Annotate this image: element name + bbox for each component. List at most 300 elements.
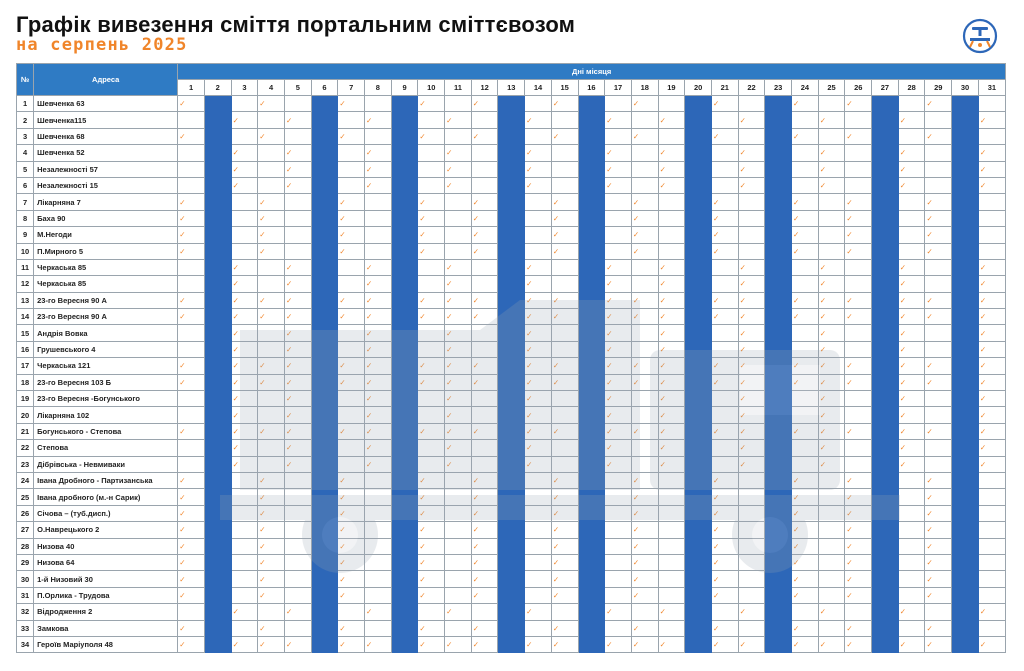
check-mark-icon: ✓ (711, 96, 738, 112)
check-mark-icon: ✓ (738, 391, 765, 407)
check-mark-icon: ✓ (711, 128, 738, 144)
check-mark-icon: ✓ (365, 309, 392, 325)
day-off-cell (578, 341, 605, 357)
day-off-cell (498, 341, 525, 357)
empty-cell (711, 341, 738, 357)
empty-cell (231, 210, 258, 226)
day-off-cell (765, 259, 792, 275)
empty-cell (231, 194, 258, 210)
check-mark-icon: ✓ (818, 341, 845, 357)
day-header: 30 (952, 80, 979, 96)
check-mark-icon: ✓ (525, 358, 552, 374)
check-mark-icon: ✓ (365, 259, 392, 275)
day-header: 18 (631, 80, 658, 96)
day-off-cell (872, 505, 899, 521)
day-off-cell (391, 243, 418, 259)
check-mark-icon: ✓ (792, 423, 819, 439)
day-off-cell (391, 407, 418, 423)
day-off-cell (498, 620, 525, 636)
check-mark-icon: ✓ (365, 604, 392, 620)
check-mark-icon: ✓ (631, 210, 658, 226)
day-header: 20 (685, 80, 712, 96)
empty-cell (738, 505, 765, 521)
empty-cell (365, 554, 392, 570)
day-header: 1 (178, 80, 205, 96)
check-mark-icon: ✓ (525, 456, 552, 472)
day-off-cell (952, 358, 979, 374)
check-mark-icon: ✓ (738, 325, 765, 341)
check-mark-icon: ✓ (605, 440, 632, 456)
check-mark-icon: ✓ (898, 341, 925, 357)
day-off-cell (311, 341, 338, 357)
day-off-cell (498, 259, 525, 275)
check-mark-icon: ✓ (818, 325, 845, 341)
day-off-cell (578, 554, 605, 570)
day-off-cell (765, 440, 792, 456)
day-off-cell (311, 620, 338, 636)
check-mark-icon: ✓ (925, 636, 952, 652)
check-mark-icon: ✓ (471, 96, 498, 112)
check-mark-icon: ✓ (925, 309, 952, 325)
table-row (17, 358, 1006, 374)
empty-cell (418, 391, 445, 407)
empty-cell (284, 505, 311, 521)
day-off-cell (765, 161, 792, 177)
water-tap-icon (962, 18, 998, 54)
empty-cell (231, 489, 258, 505)
day-off-cell (685, 210, 712, 226)
empty-cell (258, 161, 285, 177)
empty-cell (258, 112, 285, 128)
day-off-cell (578, 505, 605, 521)
empty-cell (925, 341, 952, 357)
empty-cell (631, 276, 658, 292)
empty-cell (365, 620, 392, 636)
check-mark-icon: ✓ (471, 128, 498, 144)
day-off-cell (765, 96, 792, 112)
empty-cell (445, 522, 472, 538)
check-mark-icon: ✓ (711, 554, 738, 570)
day-off-cell (952, 341, 979, 357)
day-off-cell (391, 538, 418, 554)
empty-cell (738, 128, 765, 144)
check-mark-icon: ✓ (178, 571, 205, 587)
empty-cell (258, 456, 285, 472)
day-off-cell (204, 472, 231, 488)
day-off-cell (498, 440, 525, 456)
day-off-cell (872, 259, 899, 275)
day-header: 31 (978, 80, 1005, 96)
check-mark-icon: ✓ (818, 358, 845, 374)
check-mark-icon: ✓ (471, 227, 498, 243)
check-mark-icon: ✓ (925, 489, 952, 505)
check-mark-icon: ✓ (818, 391, 845, 407)
day-off-cell (765, 358, 792, 374)
day-off-cell (578, 571, 605, 587)
day-off-cell (952, 276, 979, 292)
check-mark-icon: ✓ (551, 96, 578, 112)
empty-cell (284, 620, 311, 636)
check-mark-icon: ✓ (845, 538, 872, 554)
day-off-cell (498, 538, 525, 554)
empty-cell (792, 325, 819, 341)
table-row (17, 522, 1006, 538)
empty-cell (631, 145, 658, 161)
empty-cell (631, 456, 658, 472)
day-off-cell (952, 309, 979, 325)
check-mark-icon: ✓ (551, 489, 578, 505)
check-mark-icon: ✓ (445, 358, 472, 374)
check-mark-icon: ✓ (925, 128, 952, 144)
check-mark-icon: ✓ (178, 472, 205, 488)
day-off-cell (204, 374, 231, 390)
empty-cell (818, 505, 845, 521)
empty-cell (631, 177, 658, 193)
check-mark-icon: ✓ (365, 636, 392, 652)
day-off-cell (391, 636, 418, 652)
day-off-cell (685, 243, 712, 259)
empty-cell (658, 210, 685, 226)
check-mark-icon: ✓ (738, 604, 765, 620)
day-off-cell (578, 604, 605, 620)
check-mark-icon: ✓ (631, 292, 658, 308)
check-mark-icon: ✓ (178, 227, 205, 243)
empty-cell (818, 620, 845, 636)
check-mark-icon: ✓ (658, 292, 685, 308)
day-off-cell (685, 587, 712, 603)
check-mark-icon: ✓ (471, 358, 498, 374)
check-mark-icon: ✓ (471, 620, 498, 636)
check-mark-icon: ✓ (711, 636, 738, 652)
check-mark-icon: ✓ (231, 309, 258, 325)
check-mark-icon: ✓ (738, 161, 765, 177)
check-mark-icon: ✓ (658, 309, 685, 325)
day-off-cell (872, 161, 899, 177)
day-off-cell (578, 177, 605, 193)
check-mark-icon: ✓ (338, 358, 365, 374)
day-off-cell (685, 112, 712, 128)
table-row (17, 341, 1006, 357)
check-mark-icon: ✓ (178, 505, 205, 521)
empty-cell (738, 554, 765, 570)
empty-cell (792, 112, 819, 128)
check-mark-icon: ✓ (738, 112, 765, 128)
row-number: 9 (17, 227, 34, 243)
check-mark-icon: ✓ (365, 177, 392, 193)
table-row (17, 194, 1006, 210)
empty-cell (845, 177, 872, 193)
day-off-cell (204, 620, 231, 636)
day-off-cell (311, 554, 338, 570)
check-mark-icon: ✓ (792, 587, 819, 603)
check-mark-icon: ✓ (925, 227, 952, 243)
empty-cell (418, 440, 445, 456)
check-mark-icon: ✓ (418, 554, 445, 570)
check-mark-icon: ✓ (525, 325, 552, 341)
check-mark-icon: ✓ (738, 456, 765, 472)
check-mark-icon: ✓ (178, 128, 205, 144)
check-mark-icon: ✓ (338, 128, 365, 144)
check-mark-icon: ✓ (738, 374, 765, 390)
day-off-cell (952, 423, 979, 439)
day-off-cell (952, 177, 979, 193)
row-address: Замкова (34, 620, 178, 636)
empty-cell (925, 259, 952, 275)
empty-cell (525, 489, 552, 505)
day-off-cell (311, 538, 338, 554)
day-off-cell (204, 112, 231, 128)
check-mark-icon: ✓ (925, 571, 952, 587)
row-number: 17 (17, 358, 34, 374)
empty-cell (178, 161, 205, 177)
day-off-cell (391, 489, 418, 505)
empty-cell (551, 276, 578, 292)
check-mark-icon: ✓ (605, 259, 632, 275)
empty-cell (631, 341, 658, 357)
empty-cell (418, 407, 445, 423)
check-mark-icon: ✓ (258, 96, 285, 112)
check-mark-icon: ✓ (284, 374, 311, 390)
day-header: 14 (525, 80, 552, 96)
empty-cell (738, 472, 765, 488)
day-header: 3 (231, 80, 258, 96)
check-mark-icon: ✓ (471, 538, 498, 554)
check-mark-icon: ✓ (525, 374, 552, 390)
day-off-cell (311, 276, 338, 292)
empty-cell (925, 407, 952, 423)
empty-cell (258, 259, 285, 275)
empty-cell (792, 440, 819, 456)
check-mark-icon: ✓ (711, 587, 738, 603)
check-mark-icon: ✓ (978, 440, 1005, 456)
empty-cell (231, 472, 258, 488)
day-off-cell (578, 538, 605, 554)
empty-cell (658, 128, 685, 144)
empty-cell (178, 391, 205, 407)
check-mark-icon: ✓ (418, 587, 445, 603)
row-address: Незалежності 57 (34, 161, 178, 177)
day-off-cell (204, 145, 231, 161)
check-mark-icon: ✓ (551, 227, 578, 243)
check-mark-icon: ✓ (605, 636, 632, 652)
check-mark-icon: ✓ (338, 554, 365, 570)
check-mark-icon: ✓ (418, 620, 445, 636)
empty-cell (898, 96, 925, 112)
check-mark-icon: ✓ (898, 374, 925, 390)
day-off-cell (311, 112, 338, 128)
check-mark-icon: ✓ (365, 341, 392, 357)
day-header: 26 (845, 80, 872, 96)
day-off-cell (204, 522, 231, 538)
day-off-cell (311, 309, 338, 325)
empty-cell (551, 325, 578, 341)
day-off-cell (952, 472, 979, 488)
day-off-cell (765, 227, 792, 243)
day-off-cell (391, 177, 418, 193)
empty-cell (231, 128, 258, 144)
empty-cell (605, 489, 632, 505)
empty-cell (792, 276, 819, 292)
day-header: 7 (338, 80, 365, 96)
check-mark-icon: ✓ (711, 194, 738, 210)
check-mark-icon: ✓ (898, 112, 925, 128)
row-address: Відродження 2 (34, 604, 178, 620)
empty-cell (445, 620, 472, 636)
check-mark-icon: ✓ (845, 210, 872, 226)
day-off-cell (578, 620, 605, 636)
check-mark-icon: ✓ (818, 112, 845, 128)
check-mark-icon: ✓ (898, 145, 925, 161)
empty-cell (284, 128, 311, 144)
empty-cell (231, 96, 258, 112)
empty-cell (284, 210, 311, 226)
empty-cell (658, 538, 685, 554)
empty-cell (818, 489, 845, 505)
row-address: Черкаська 85 (34, 276, 178, 292)
check-mark-icon: ✓ (658, 456, 685, 472)
row-number: 13 (17, 292, 34, 308)
day-off-cell (311, 505, 338, 521)
row-address: Степова (34, 440, 178, 456)
day-off-cell (391, 259, 418, 275)
empty-cell (711, 407, 738, 423)
check-mark-icon: ✓ (231, 112, 258, 128)
row-number: 11 (17, 259, 34, 275)
day-off-cell (311, 391, 338, 407)
check-mark-icon: ✓ (231, 374, 258, 390)
check-mark-icon: ✓ (284, 636, 311, 652)
check-mark-icon: ✓ (551, 358, 578, 374)
day-off-cell (391, 325, 418, 341)
check-mark-icon: ✓ (925, 96, 952, 112)
row-address: Низова 40 (34, 538, 178, 554)
day-off-cell (498, 161, 525, 177)
day-off-cell (498, 587, 525, 603)
day-off-cell (498, 325, 525, 341)
empty-cell (525, 227, 552, 243)
check-mark-icon: ✓ (418, 96, 445, 112)
check-mark-icon: ✓ (231, 391, 258, 407)
empty-cell (551, 259, 578, 275)
day-header: 25 (818, 80, 845, 96)
empty-cell (605, 96, 632, 112)
empty-cell (605, 194, 632, 210)
day-off-cell (578, 391, 605, 407)
empty-cell (711, 161, 738, 177)
check-mark-icon: ✓ (978, 145, 1005, 161)
check-mark-icon: ✓ (418, 194, 445, 210)
day-off-cell (952, 210, 979, 226)
check-mark-icon: ✓ (231, 423, 258, 439)
check-mark-icon: ✓ (738, 407, 765, 423)
empty-cell (898, 128, 925, 144)
day-off-cell (765, 407, 792, 423)
check-mark-icon: ✓ (418, 243, 445, 259)
check-mark-icon: ✓ (551, 292, 578, 308)
day-off-cell (952, 587, 979, 603)
check-mark-icon: ✓ (258, 472, 285, 488)
empty-cell (445, 538, 472, 554)
day-off-cell (498, 128, 525, 144)
empty-cell (338, 161, 365, 177)
day-off-cell (204, 423, 231, 439)
check-mark-icon: ✓ (284, 391, 311, 407)
empty-cell (845, 276, 872, 292)
row-number: 32 (17, 604, 34, 620)
empty-cell (738, 620, 765, 636)
day-header: 24 (792, 80, 819, 96)
empty-cell (711, 259, 738, 275)
day-off-cell (872, 423, 899, 439)
empty-cell (471, 407, 498, 423)
day-off-cell (765, 554, 792, 570)
check-mark-icon: ✓ (605, 292, 632, 308)
check-mark-icon: ✓ (284, 407, 311, 423)
check-mark-icon: ✓ (792, 374, 819, 390)
empty-cell (365, 227, 392, 243)
check-mark-icon: ✓ (284, 423, 311, 439)
empty-cell (818, 128, 845, 144)
empty-cell (551, 161, 578, 177)
empty-cell (898, 194, 925, 210)
check-mark-icon: ✓ (178, 210, 205, 226)
empty-cell (631, 259, 658, 275)
day-off-cell (204, 554, 231, 570)
day-off-cell (578, 96, 605, 112)
day-off-cell (311, 374, 338, 390)
table-row (17, 259, 1006, 275)
empty-cell (551, 604, 578, 620)
empty-cell (445, 505, 472, 521)
empty-cell (658, 587, 685, 603)
empty-cell (284, 571, 311, 587)
day-off-cell (578, 407, 605, 423)
check-mark-icon: ✓ (898, 604, 925, 620)
empty-cell (365, 505, 392, 521)
empty-cell (178, 604, 205, 620)
check-mark-icon: ✓ (445, 276, 472, 292)
day-off-cell (952, 128, 979, 144)
day-off-cell (872, 636, 899, 652)
check-mark-icon: ✓ (258, 587, 285, 603)
day-off-cell (872, 489, 899, 505)
row-address: Шевченка 52 (34, 145, 178, 161)
table-row (17, 620, 1006, 636)
day-off-cell (872, 456, 899, 472)
day-off-cell (311, 227, 338, 243)
check-mark-icon: ✓ (898, 407, 925, 423)
check-mark-icon: ✓ (925, 243, 952, 259)
check-mark-icon: ✓ (792, 210, 819, 226)
empty-cell (631, 604, 658, 620)
empty-cell (471, 177, 498, 193)
empty-cell (258, 341, 285, 357)
empty-cell (792, 407, 819, 423)
check-mark-icon: ✓ (792, 243, 819, 259)
empty-cell (792, 341, 819, 357)
check-mark-icon: ✓ (631, 374, 658, 390)
empty-cell (845, 259, 872, 275)
empty-cell (365, 472, 392, 488)
check-mark-icon: ✓ (365, 456, 392, 472)
check-mark-icon: ✓ (845, 128, 872, 144)
check-mark-icon: ✓ (445, 407, 472, 423)
row-address: 23-го Вересня 103 Б (34, 374, 178, 390)
empty-cell (178, 112, 205, 128)
day-off-cell (498, 374, 525, 390)
empty-cell (738, 522, 765, 538)
day-off-cell (578, 456, 605, 472)
